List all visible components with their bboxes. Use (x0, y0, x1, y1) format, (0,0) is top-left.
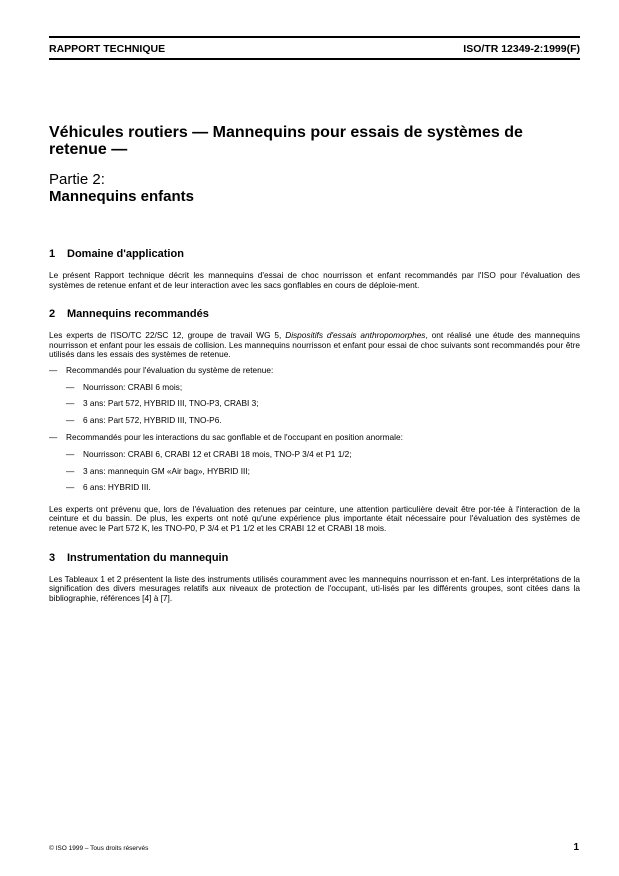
section-2-intro: Les experts de l'ISO/TC 22/SC 12, groupe de travail WG 5, Dispositifs d'essais anthropomorphes, ont réalisé une étude des mannequins nourrisson et enfant pour les essais de collision. Les mannequins nourrisson et enfant pour essai de choc suivants sont recommandés pour être utilisés dans les essais des systèmes de retenue. (49, 330, 580, 360)
list-item: — Recommandés pour l'évaluation du système de retenue: (49, 364, 274, 375)
list-subitem: — Nourrisson: CRABI 6, CRABI 12 et CRABI 18 mois, TNO-P 3/4 et P1 1/2; (66, 448, 352, 459)
list-subitem: — 6 ans: HYBRID III. (66, 482, 151, 493)
section-2-closing: Les experts ont prévenu que, lors de l'évaluation des retenues par ceinture, une attention particulière devait être por-tée à l'interaction de la ceinture et du bassin. De plus, les experts ont noté qu'une expérience plus importante était nécessaire pour l'évaluation des systèmes de retenue avec le Part 572 K, les TNO-P0, P 3/4 et P1 1/2 et les CRABI 12 et CRABI 18 mois. (49, 503, 580, 533)
list-subitem: — Nourrisson: CRABI 6 mois; (66, 381, 183, 392)
page-number: 1 (573, 842, 579, 853)
page-header (49, 36, 580, 60)
copyright-notice: © ISO 1999 – Tous droits réservés (49, 845, 149, 852)
list-subitem: — 3 ans: mannequin GM «Air bag», HYBRID III; (66, 465, 250, 476)
list-subitem: — 6 ans: Part 572, HYBRID III, TNO-P6. (66, 414, 222, 425)
section-3-text: Les Tableaux 1 et 2 présentent la liste des instruments utilisés couramment avec les mannequins nourrisson et en-fant. Les interprétations de la signification des divers mesurages relatifs aux niveaux de protection de l'occupant, uti-lisés par les différents groupes, sont citées dans la bibliographie, références [4] à [7]. (49, 573, 580, 603)
section-3-heading: 3 Instrumentation du mannequin (49, 551, 229, 564)
part-label: Partie 2: (49, 171, 105, 188)
document-body (49, 248, 580, 603)
document-subtitle: Mannequins enfants (49, 188, 195, 205)
list-subitem: — 3 ans: Part 572, HYBRID III, TNO-P3, CRABI 3; (66, 398, 259, 409)
section-1-text: Le présent Rapport technique décrit les mannequins d'essai de choc nourrisson et enfant recommandés par l'ISO pour l'évaluation des systèmes de retenue enfant et de leur interaction avec les sacs gonflables en cours de déploie-ment. (49, 270, 580, 290)
document-number: ISO/TR 12349-2:1999(F) (463, 43, 580, 55)
document-title: Véhicules routiers — Mannequins pour essais de systèmes de retenue — (49, 124, 523, 158)
list-item: — Recommandés pour les interactions du sac gonflable et de l'occupant en position anormale: (49, 432, 403, 443)
document-type: RAPPORT TECHNIQUE (49, 43, 166, 55)
section-1-heading: 1 Domaine d'application (49, 248, 184, 260)
section-2-heading: 2 Mannequins recommandés (49, 308, 209, 321)
